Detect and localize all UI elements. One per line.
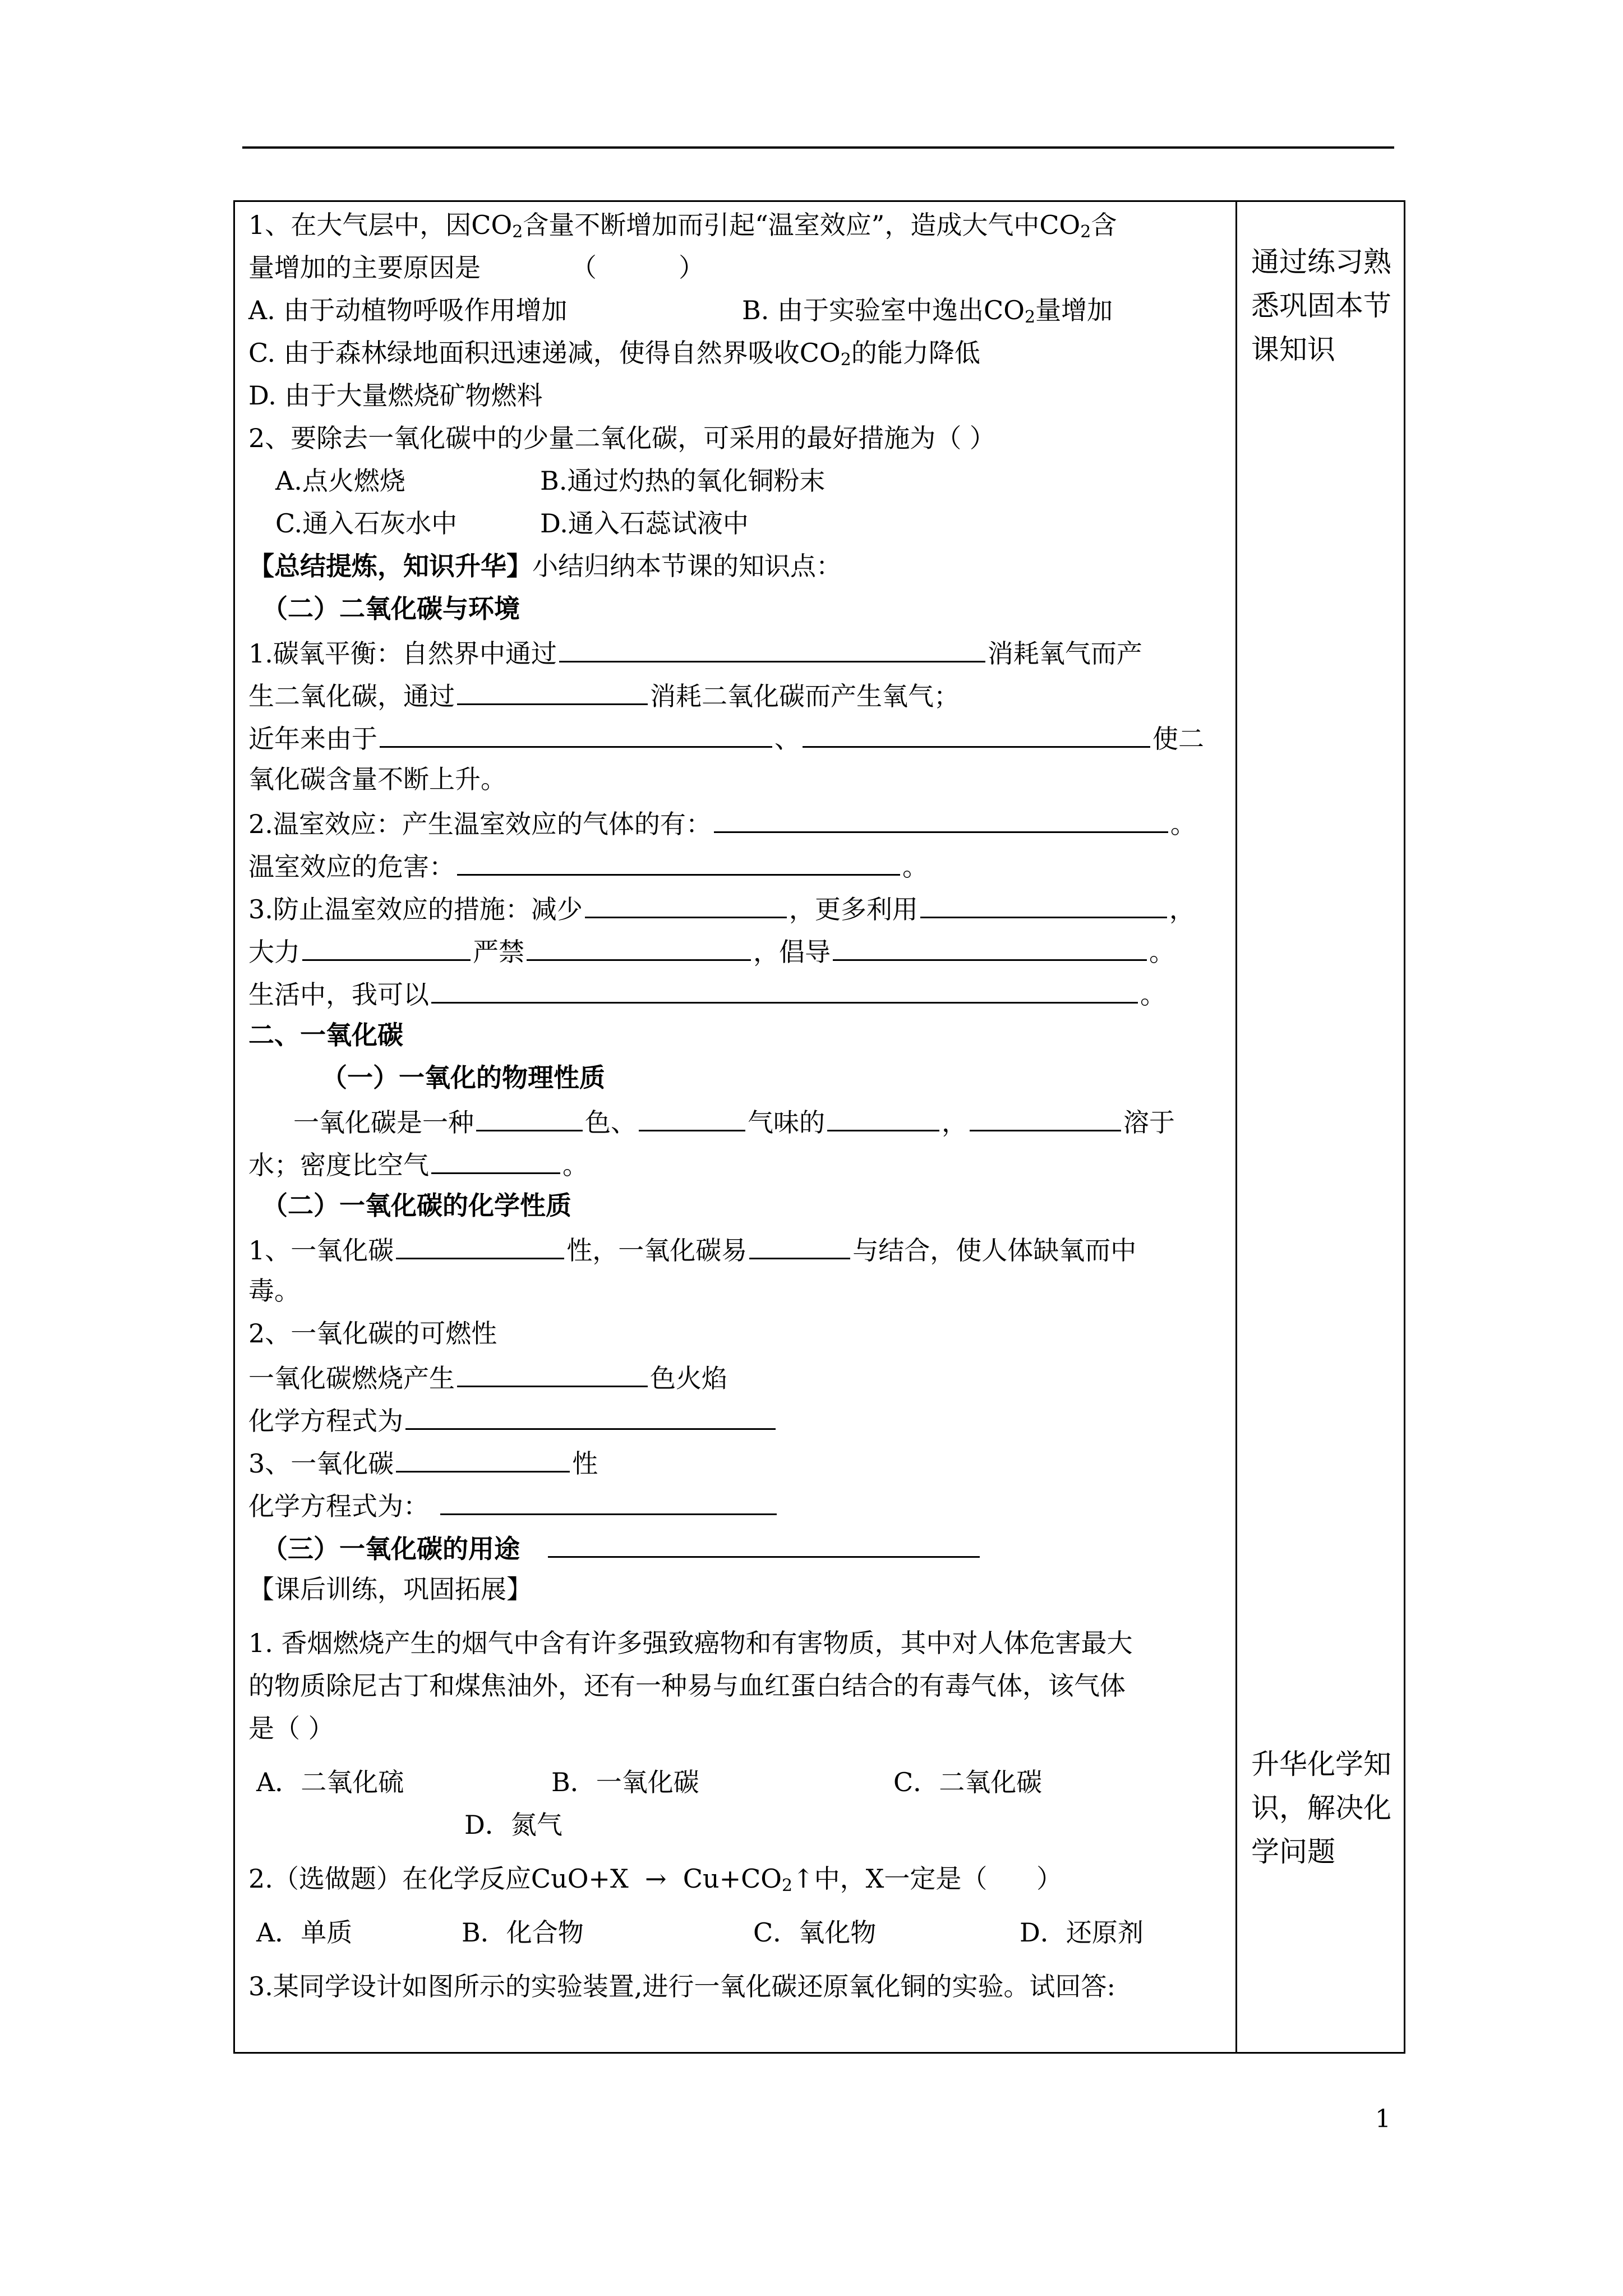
co-physical-line2: 水；密度比空气 。 bbox=[248, 1150, 588, 1180]
co-chem-line2: 毒。 bbox=[248, 1276, 300, 1306]
q2-option-d: D.通入石蕊试液中 bbox=[540, 508, 749, 539]
co-chemical-heading: （二）一氧化碳的化学性质 bbox=[262, 1190, 571, 1221]
co-chem-line3: 3、一氧化碳 性 bbox=[248, 1448, 598, 1479]
practice-q1-line3: 是（ ） bbox=[248, 1713, 334, 1743]
q2-option-a: A.点火燃烧 bbox=[275, 466, 405, 496]
main-content-column bbox=[248, 202, 1230, 2052]
header-rule bbox=[242, 146, 1394, 149]
practice-q2-option-a: A．单质 bbox=[256, 1917, 353, 1948]
q1-line2: 量增加的主要原因是 （ ） bbox=[248, 252, 705, 283]
practice-q2-option-d: D．还原剂 bbox=[1020, 1917, 1144, 1948]
practice-q1-option-a: A．二氧化硫 bbox=[256, 1767, 404, 1797]
practice-q2-option-b: B．化合物 bbox=[462, 1917, 584, 1948]
q1-option-c: C. 由于森林绿地面积迅速递减，使得自然界吸收$CO_2$的能力降低 bbox=[248, 338, 980, 370]
side-note-elevate: 升华化学知识，解决化学问题 bbox=[1251, 1748, 1391, 1868]
summary-line: 【总结提炼，知识升华】小结归纳本节课的知识点： bbox=[248, 551, 842, 581]
co-use-line: （三）一氧化碳的用途 bbox=[262, 1534, 982, 1562]
section-env-heading: （二）二氧化碳与环境 bbox=[262, 593, 520, 624]
env-line8: 大力 严禁 ，倡导 。 bbox=[248, 937, 1175, 967]
co-physical-heading: （一）一氧化的物理性质 bbox=[321, 1062, 605, 1093]
q2-stem: 2、要除去一氧化碳中的少量二氧化碳，可采用的最好措施为（ ） bbox=[248, 423, 995, 453]
co-physical-line1: 一氧化碳是一种 色、 气味的 ， 溶于 bbox=[293, 1107, 1175, 1138]
co-chem-equation2: 化学方程式为： bbox=[248, 1491, 779, 1519]
env-line1: 1.碳氧平衡：自然界中通过 消耗氧气而产 bbox=[248, 638, 1142, 669]
q2-option-b: B.通过灼热的氧化铜粉末 bbox=[540, 466, 826, 496]
env-line9: 生活中，我可以 。 bbox=[248, 979, 1166, 1010]
column-divider bbox=[1235, 202, 1237, 2052]
env-line2: 生二氧化碳，通过 消耗二氧化碳而产生氧气； bbox=[248, 681, 960, 711]
practice-q1-line1: 1. 香烟燃烧产生的烟气中含有许多强致癌物和有害物质，其中对人体危害最大 bbox=[248, 1628, 1133, 1658]
q1-option-a: A. 由于动植物呼吸作用增加 bbox=[248, 295, 568, 325]
practice-q1-option-b: B．一氧化碳 bbox=[551, 1767, 699, 1797]
env-line3: 近年来由于 、 使二 bbox=[248, 724, 1204, 754]
co-chem-combustibility: 2、一氧化碳的可燃性 bbox=[248, 1318, 497, 1349]
side-note-practice: 通过练习熟悉巩固本节课知识 bbox=[1251, 246, 1391, 366]
page-number: 1 bbox=[1375, 2105, 1391, 2133]
practice-q1-option-c: C．二氧化碳 bbox=[893, 1767, 1043, 1797]
q2-option-c: C.通入石灰水中 bbox=[275, 508, 458, 539]
notes-column bbox=[1251, 202, 1397, 2052]
q1-line1: 1、在大气层中，因$CO_2$含量不断增加而引起“温室效应”，造成大气中$CO_2$含 bbox=[248, 210, 1117, 242]
co-chem-line1: 1、一氧化碳 性，一氧化碳易 与结合，使人体缺氧而中 bbox=[248, 1235, 1137, 1266]
practice-q2-stem: 2.（选做题）在化学反应$CuO+X \to Cu+CO_2↑$中，X一定是（ ） bbox=[248, 1864, 1063, 1895]
practice-q1-line2: 的物质除尼古丁和煤焦油外，还有一种易与血红蛋白结合的有毒气体，该气体 bbox=[248, 1671, 1126, 1701]
co-chem-equation1: 化学方程式为 bbox=[248, 1406, 778, 1434]
practice-heading: 【课后训练，巩固拓展】 bbox=[248, 1574, 532, 1604]
env-line4: 氧化碳含量不断上升。 bbox=[248, 764, 506, 794]
practice-q2-option-c: C．氧化物 bbox=[753, 1917, 877, 1948]
q1-option-d: D. 由于大量燃烧矿物燃料 bbox=[248, 380, 543, 411]
co-heading: 二、一氧化碳 bbox=[248, 1020, 403, 1050]
lesson-table bbox=[233, 200, 1405, 2054]
env-line6: 温室效应的危害： 。 bbox=[248, 852, 928, 882]
q1-option-b: B. 由于实验室中逸出$CO_2$量增加 bbox=[742, 295, 1113, 327]
co-chem-flame: 一氧化碳燃烧产生 色火焰 bbox=[248, 1363, 727, 1393]
env-line7: 3.防止温室效应的措施：减少 ，更多利用 ， bbox=[248, 894, 1195, 924]
practice-q1-option-d: D．氮气 bbox=[464, 1810, 562, 1840]
practice-q3-stem: 3.某同学设计如图所示的实验装置,进行一氧化碳还原氧化铜的实验。试回答: bbox=[248, 1971, 1116, 2001]
env-line5: 2.温室效应：产生温室效应的气体的有： 。 bbox=[248, 809, 1196, 839]
